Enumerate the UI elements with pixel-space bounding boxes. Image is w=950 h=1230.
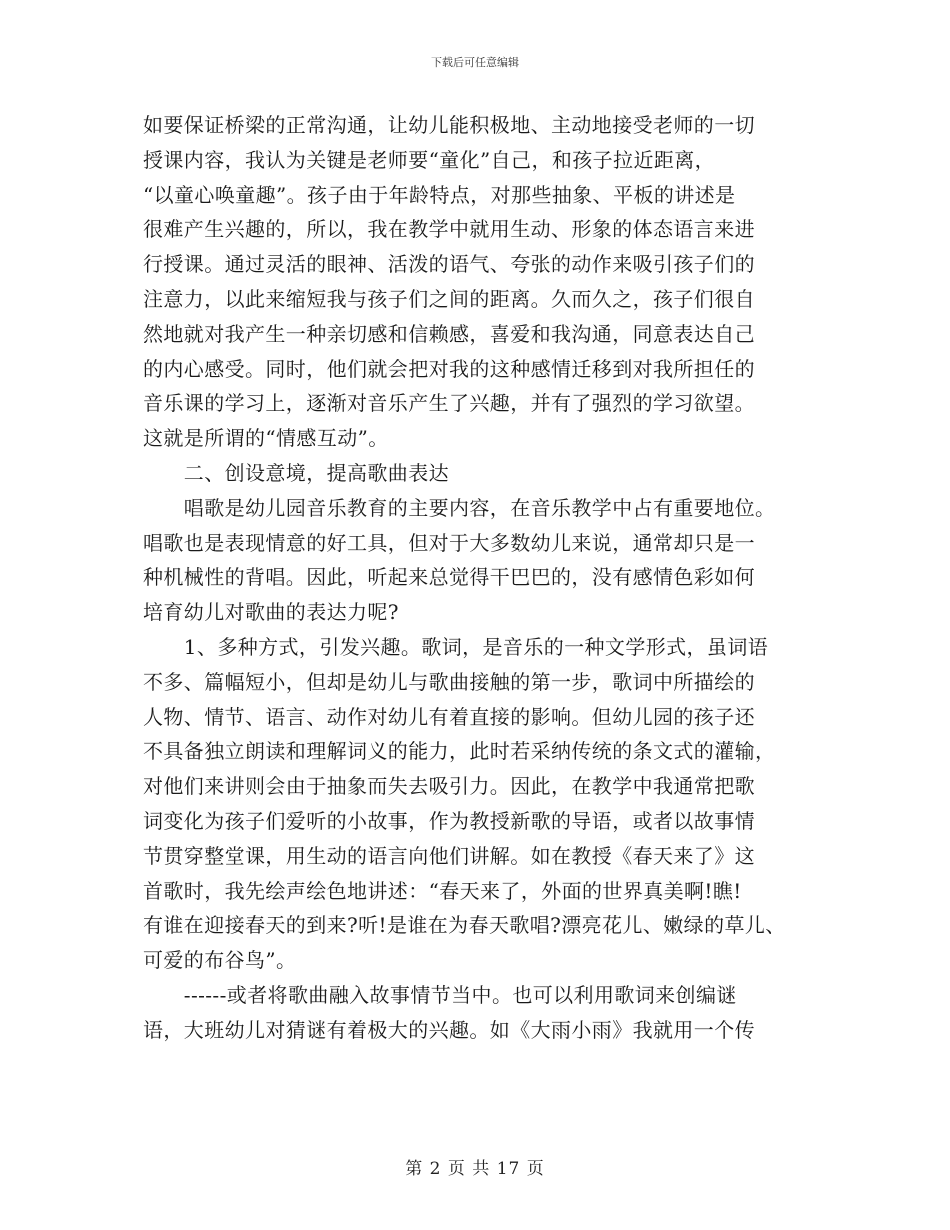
document-body: [143, 108, 823, 1048]
text-line: 音乐课的学习上，逐渐对音乐产生了兴趣，并有了强烈的学习欲望。: [143, 391, 755, 416]
text-line: ------或者将歌曲融入故事情节当中。也可以利用歌词来创编谜: [143, 982, 737, 1007]
text-line: 可爱的布谷鸟”。: [143, 948, 297, 973]
text-line: 对他们来讲则会由于抽象而失去吸引力。因此，在教学中我通常把歌: [143, 774, 755, 799]
text-line: 授课内容，我认为关键是老师要“童化”自己，和孩子拉近距离，: [143, 147, 716, 172]
text-line: 很难产生兴趣的，所以，我在教学中就用生动、形象的体态语言来进: [143, 217, 755, 242]
text-line: 人物、情节、语言、动作对幼儿有着直接的影响。但幼儿园的孩子还: [143, 704, 755, 729]
text-line: 不具备独立朗读和理解词义的能力，此时若采纳传统的条文式的灌输，: [143, 739, 776, 764]
text-line: 种机械性的背唱。因此，听起来总觉得干巴巴的，没有感情色彩如何: [143, 565, 755, 590]
section-heading: 二、创设意境，提高歌曲表达: [143, 460, 449, 485]
text-line: 注意力，以此来缩短我与孩子们之间的距离。久而久之，孩子们很自: [143, 286, 755, 311]
page-footer: 第 2 页 共 17 页: [405, 1159, 545, 1179]
text-line: 这就是所谓的“情感互动”。: [143, 426, 389, 451]
page-header: 下载后可任意编辑: [431, 56, 519, 69]
text-line: 语，大班幼儿对猜谜有着极大的兴趣。如《大雨小雨》我就用一个传: [143, 1017, 755, 1042]
text-line: 首歌时，我先绘声绘色地讲述：“春天来了，外面的世界真美啊!瞧!: [143, 878, 742, 903]
text-line: 唱歌是幼儿园音乐教育的主要内容，在音乐教学中占有重要地位。: [143, 495, 776, 520]
text-line: 1、多种方式，引发兴趣。歌词，是音乐的一种文学形式，虽词语: [143, 634, 769, 659]
text-line: “以童心唤童趣”。孩子由于年龄特点，对那些抽象、平板的讲述是: [143, 182, 736, 207]
text-line: 培育幼儿对歌曲的表达力呢?: [143, 600, 399, 625]
text-line: 有谁在迎接春天的到来?听!是谁在为春天歌唱?漂亮花儿、嫩绿的草儿、: [143, 913, 786, 938]
text-line: 然地就对我产生一种亲切感和信赖感，喜爱和我沟通，同意表达自己: [143, 321, 755, 346]
text-line: 词变化为孩子们爱听的小故事，作为教授新歌的导语，或者以故事情: [143, 808, 755, 833]
text-line: 节贯穿整堂课，用生动的语言向他们讲解。如在教授《春天来了》这: [143, 843, 755, 868]
text-line: 行授课。通过灵活的眼神、活泼的语气、夸张的动作来吸引孩子们的: [143, 252, 755, 277]
text-line: 唱歌也是表现情意的好工具，但对于大多数幼儿来说，通常却只是一: [143, 530, 755, 555]
text-line: 的内心感受。同时，他们就会把对我的这种感情迁移到对我所担任的: [143, 356, 755, 381]
text-line: 不多、篇幅短小，但却是幼儿与歌曲接触的第一步，歌词中所描绘的: [143, 669, 755, 694]
text-line: 如要保证桥梁的正常沟通，让幼儿能积极地、主动地接受老师的一切: [143, 113, 755, 137]
